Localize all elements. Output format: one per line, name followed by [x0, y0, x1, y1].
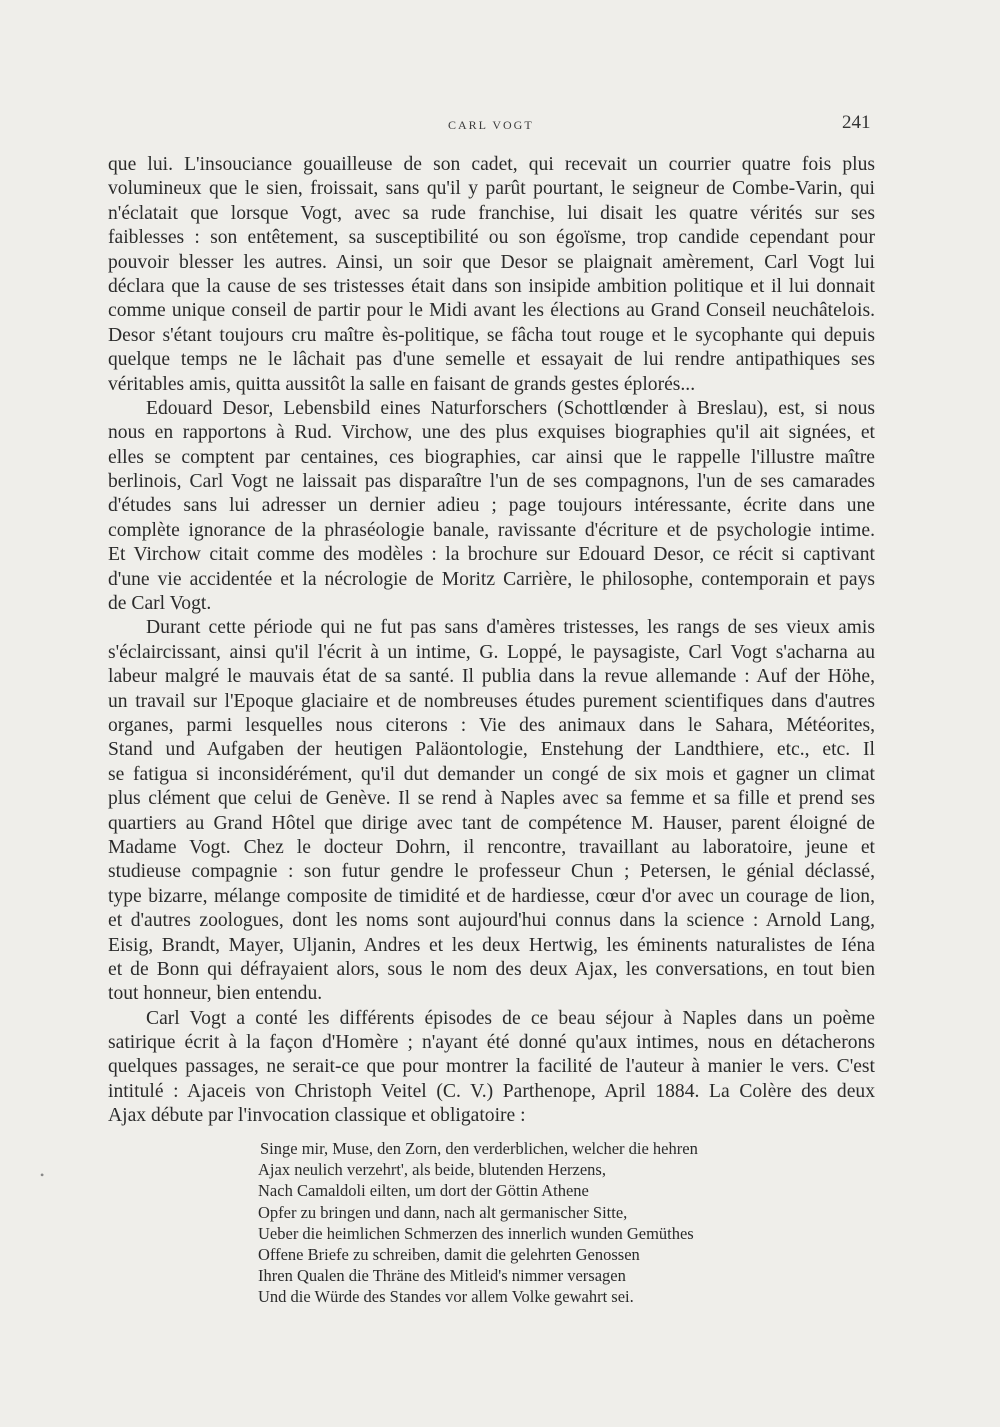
text-line: nous en rapportons à Rud. Virchow, une des plus exquises biographies qu'il ait signées, et [108, 422, 875, 444]
text-line: berlinois, Carl Vogt ne laissait pas disparaître l'un de ses compagnons, l'un de ses camarades [108, 471, 875, 493]
text-line: Carl Vogt a conté les différents épisodes de ce beau séjour à Naples dans un poème [146, 1007, 875, 1029]
running-head [0, 112, 1000, 136]
text-line: pouvoir blesser les autres. Ainsi, un soir que Desor se plaignait amèrement, Carl Vogt lui [108, 251, 875, 273]
text-line: quartiers au Grand Hôtel que dirige avec tant de compétence M. Hauser, parent éloigné de [108, 812, 875, 834]
text-line: d'études sans lui adresser un dernier adieu ; page toujours intéressante, écrite dans une [108, 495, 875, 517]
poem-verse: Ihren Qualen die Thräne des Mitleid's nimmer versagen [258, 1266, 626, 1286]
text-line: Eisig, Brandt, Mayer, Uljanin, Andres et les deux Hertwig, les éminents naturalistes de Iéna [108, 934, 875, 956]
poem-verse: Ajax neulich verzehrt', als beide, blutenden Herzens, [258, 1160, 606, 1180]
poem-verse: Nach Camaldoli eilten, um dort der Göttin Athene [258, 1181, 589, 1201]
text-line: véritables amis, quitta aussitôt la salle en faisant de grands gestes éplorés... [108, 373, 696, 395]
poem-verse: Ueber die heimlichen Schmerzen des innerlich wunden Gemüthes [258, 1223, 694, 1243]
text-line: tout honneur, bien entendu. [108, 983, 323, 1005]
text-line: faiblesses : son entêtement, sa susceptibilité ou son égoïsme, trop candide cependant pour [108, 227, 875, 249]
text-line: Et Virchow citait comme des modèles : la brochure sur Edouard Desor, ce récit si captivant [108, 544, 875, 566]
text-line: studieuse compagnie : son futur gendre le professeur Chun ; Petersen, le génial déclassé, [108, 861, 875, 883]
poem-verse: Opfer zu bringen und dann, nach alt germanischer Sitte, [258, 1202, 628, 1222]
text-line: Durant cette période qui ne fut pas sans d'amères tristesses, les rangs de ses vieux amis [146, 617, 875, 639]
text-line: n'éclatait que lorsque Vogt, avec sa rude franchise, lui disait les quatre vérités sur ses [108, 202, 875, 224]
text-line: s'éclaircissant, ainsi qu'il l'écrit à un intime, G. Loppé, le paysagiste, Carl Vogt s'acharna au [108, 641, 875, 663]
text-line: Ajax débute par l'invocation classique et obligatoire : [108, 1105, 526, 1127]
text-line: quelque temps ne le lâchait pas d'une semelle et essayait de lui rendre antipathiques ses [108, 349, 875, 371]
text-line: satirique écrit à la façon d'Homère ; n'ayant été donné qu'aux intimes, nous en détacherons [108, 1032, 875, 1054]
paper-speck: • [40, 1168, 45, 1182]
poem-verse: Offene Briefe zu schreiben, damit die gelehrten Genossen [258, 1245, 640, 1265]
poem-verse: Singe mir, Muse, den Zorn, den verderblichen, welcher die hehren [260, 1139, 698, 1158]
text-line: volumineux que le sien, froissait, sans qu'il y parût pourtant, le seigneur de Combe-Varin, qui [108, 178, 875, 200]
text-line: Desor s'étant toujours cru maître ès-politique, se fâcha tout rouge et le sycophante qui depuis [108, 324, 875, 346]
text-line: que lui. L'insouciance gouailleuse de son cadet, qui recevait un courrier quatre fois plus [108, 154, 875, 175]
text-line: plus clément que celui de Genève. Il se rend à Naples avec sa femme et sa fille et prend ses [108, 788, 875, 810]
text-line: quelques passages, ne serait-ce que pour montrer la facilité de l'auteur à manier le vers. C'est [108, 1056, 875, 1078]
text-line: d'une vie accidentée et la nécrologie de Moritz Carrière, le philosophe, contemporain et pays [108, 568, 875, 590]
text-line: se fatigua si inconsidérément, qu'il dut demander un congé de six mois et gagner un climat [108, 763, 875, 785]
text-line: de Carl Vogt. [108, 593, 212, 615]
text-line: Madame Vogt. Chez le docteur Dohrn, il rencontre, travaillant au laboratoire, jeune et [108, 836, 875, 858]
page-number: 241 [842, 112, 871, 133]
text-line: et d'autres zoologues, dont les noms sont aujourd'hui connus dans la science : Arnold Lang, [108, 910, 875, 932]
body-text [108, 153, 875, 1129]
text-line: et de Bonn qui défrayaient alors, sous le nom des deux Ajax, les conversations, en tout bien [108, 958, 875, 980]
text-line: Stand und Aufgaben der heutigen Paläontologie, Enstehung der Landthiere, etc., etc. Il [108, 739, 875, 761]
text-line: labeur malgré le mauvais état de sa santé. Il publia dans la revue allemande : Auf der Höhe, [108, 666, 875, 688]
text-line: Edouard Desor, Lebensbild eines Naturforschers (Schottlœnder à Breslau), est, si nous [146, 397, 875, 419]
text-line: intitulé : Ajaceis von Christoph Veitel (C. V.) Parthenope, April 1884. La Colère des deux [108, 1080, 875, 1102]
text-line: elles se comptent par centaines, ces biographies, car ainsi que le rappelle l'illustre maître [108, 446, 875, 468]
poem-verse: Und die Würde des Standes vor allem Volke gewahrt sei. [258, 1287, 634, 1307]
running-title: CARL VOGT [448, 118, 534, 132]
text-line: organes, parmi lesquelles nous citerons : Vie des animaux dans le Sahara, Météorites, [108, 714, 875, 736]
poem-excerpt [258, 1138, 718, 1308]
text-line: complète ignorance de la phraséologie banale, ravissante d'écriture et de psychologie intime. [108, 519, 875, 541]
text-line: déclara que la cause de ses tristesses était dans son insipide ambition politique et il lui donnait [108, 275, 875, 297]
text-line: un travail sur l'Epoque glaciaire et de nombreuses études purement scientifiques dans d'autres [108, 690, 875, 712]
text-line: type bizarre, mélange composite de timidité et de hardiesse, cœur d'or avec un courage de lion, [108, 885, 875, 907]
text-line: comme unique conseil de partir pour le Midi avant les élections au Grand Conseil neuchâtelois. [108, 300, 875, 322]
